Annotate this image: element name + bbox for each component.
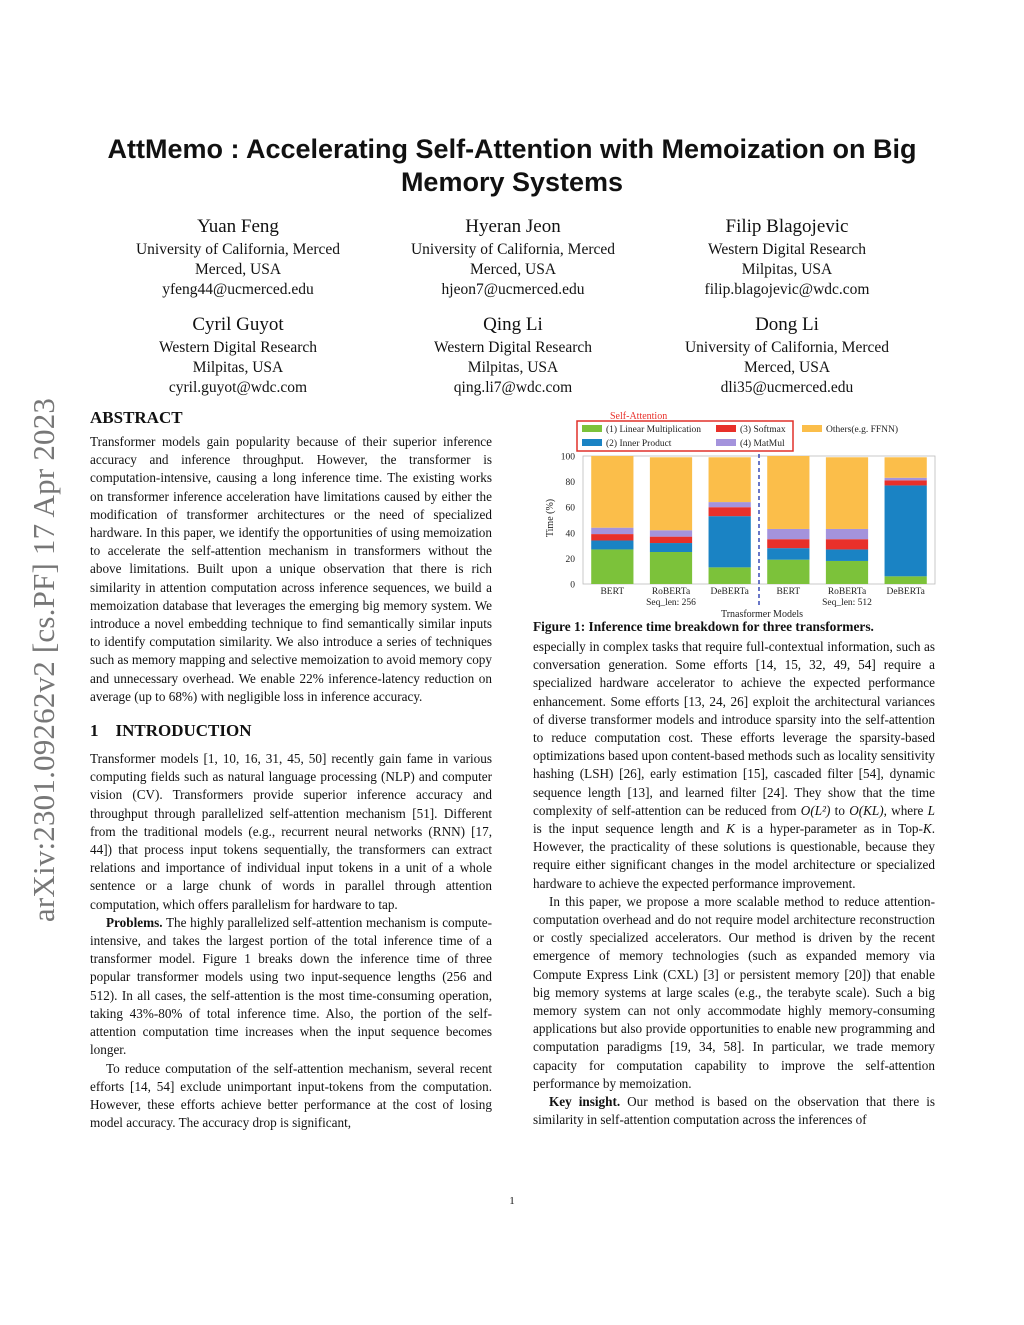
legend-label-matmul: (4) MatMul <box>740 439 785 449</box>
author-affiliation: Western Digital Research <box>159 339 317 356</box>
text-run: is a hyper-parameter as in Top- <box>734 821 923 837</box>
bar-segment-5 <box>591 456 633 528</box>
bar-segment-5 <box>826 457 868 529</box>
author-affiliation: University of California, Merced <box>135 241 341 258</box>
bar-segment-1 <box>591 549 633 584</box>
bar-segment-4 <box>709 502 751 507</box>
text-run: , where <box>883 802 928 818</box>
right-paragraph-2: In this paper, we propose a more scalable method to reduce attention-computation overhead and do not require model architecture reconstruction or costly specialized accelerators. Our method is driven by the recent emergence of memory technologies (such as expanded memory via Compute Express Link (CXL) [3] or persistent memory [20]) that enable big memory systems at large scales (e.g., the terabyte scale). Such a big memory system can not only accommodate highly memory-consuming applications but also provide opportunities to enable new programming and computation paradigms [19, 34, 58]. In particular, we trade memory capacity for computation capability to improve the self-attention performance by memoization. <box>533 893 935 1091</box>
intro-paragraph-3: To reduce computation of the self-attention mechanism, several recent efforts [14, 54] exclude unimportant input-tokens from the computation. However, these efforts achieve better performance at the cost of losing model accuracy. The accuracy drop is significant, <box>90 1060 492 1131</box>
author-location: Merced, USA <box>743 359 831 376</box>
right-paragraph-1 <box>533 638 935 893</box>
y-tick-label: 100 <box>560 452 575 463</box>
abstract-heading: ABSTRACT <box>90 408 183 427</box>
bar-segment-2 <box>709 516 751 567</box>
author-location: Milpitas, USA <box>741 261 833 278</box>
plot-area <box>561 453 935 609</box>
bar-segment-3 <box>885 480 927 485</box>
bar-segment-4 <box>650 530 692 536</box>
figure-1-chart <box>540 408 940 620</box>
figure-caption: Figure 1: Inference time breakdown for three transformers. <box>533 619 874 634</box>
arxiv-identifier <box>24 360 64 960</box>
bar-segment-3 <box>650 537 692 543</box>
author-block <box>368 313 658 398</box>
bar-segment-3 <box>767 539 809 548</box>
bar-segment-2 <box>650 543 692 552</box>
bar-segment-2 <box>826 549 868 561</box>
paragraph-lead: Key insight. <box>549 1094 621 1110</box>
author-block <box>93 313 383 398</box>
legend-group-title: Self-Attention <box>610 411 668 422</box>
bar-segment-3 <box>591 534 633 540</box>
x-tick-label: DeBERTa <box>710 587 749 597</box>
group-label: Seq_len: 256 <box>646 598 696 608</box>
author-name: Yuan Feng <box>197 216 279 237</box>
author-email: hjeon7@ucmerced.edu <box>441 281 585 298</box>
author-location: Milpitas, USA <box>467 359 559 376</box>
text-run: especially in complex tasks that require full-contextual information, such as conversation generation. Some efforts [14, 15, 32, 49, 54] require a specialized hardware accelerator to achieve the expected performance enhancement. Some efforts [13, 24, 26] exploit the architectural variances of diverse transformer models and introduce sparsity into the self-attention to reduce computation cost. These efforts leverage the sparsity-based optimizations based upon content-based methods such as locality sensitivity hashing (LSH) [26], early estimation [15], cascaded filter [54], dynamic sequence length [13], and learned filter [24]. They show that the time complexity of self-attention can be reduced from <box>533 639 935 818</box>
author-name: Hyeran Jeon <box>465 216 561 237</box>
author-affiliation: University of California, Merced <box>684 339 890 356</box>
page-number: 1 <box>509 1195 515 1207</box>
author-email: yfeng44@ucmerced.edu <box>162 281 314 298</box>
bar-segment-1 <box>650 552 692 584</box>
legend-swatch-others <box>802 425 822 432</box>
author-block <box>642 215 932 300</box>
author-email: filip.blagojevic@wdc.com <box>704 281 870 298</box>
math-expr: O(KL) <box>849 802 884 818</box>
text-run: is the input sequence length and <box>533 821 727 837</box>
bar-segment-5 <box>767 456 809 529</box>
author-location: Milpitas, USA <box>192 359 284 376</box>
legend-swatch-matmul <box>716 439 736 446</box>
group-label: Seq_len: 512 <box>822 598 872 608</box>
bar-segment-4 <box>767 529 809 539</box>
author-block <box>642 313 932 398</box>
bar-segment-5 <box>650 457 692 530</box>
bar-segment-2 <box>591 540 633 549</box>
author-affiliation: Western Digital Research <box>708 241 866 258</box>
paper-title <box>80 133 944 199</box>
legend-swatch-softmax <box>716 425 736 432</box>
x-tick-label: RoBERTa <box>827 587 867 597</box>
bar-segment-5 <box>885 457 927 477</box>
arxiv-id-text: arXiv:2301.09262v2 [cs.PF] 17 Apr 2023 <box>26 397 61 923</box>
author-name: Qing Li <box>483 314 543 335</box>
y-axis-label: Time (%) <box>545 498 556 538</box>
bar-segment-3 <box>826 539 868 549</box>
x-axis-label: Trnasformer Models <box>720 609 804 620</box>
bar-segment-1 <box>767 560 809 584</box>
bar-segment-1 <box>709 567 751 584</box>
bar-segment-2 <box>885 485 927 576</box>
bar-segment-3 <box>709 507 751 516</box>
author-affiliation: Western Digital Research <box>434 339 592 356</box>
legend-swatch-linear-multiplication <box>582 425 602 432</box>
bar-segment-1 <box>885 576 927 584</box>
y-tick-label: 20 <box>565 554 575 565</box>
author-name: Filip Blagojevic <box>725 216 849 237</box>
bar-segment-4 <box>826 529 868 539</box>
y-tick-label: 80 <box>565 478 575 489</box>
paragraph-lead: Problems. <box>106 914 163 930</box>
math-expr: O(L²) <box>800 802 831 818</box>
bar-segment-5 <box>709 457 751 502</box>
section-number: 1 <box>90 721 99 741</box>
math-expr: L <box>927 802 935 818</box>
math-expr: K <box>726 821 735 837</box>
right-paragraph-3 <box>533 1093 935 1129</box>
paragraph-body: The highly parallelized self-attention mechanism is compute-intensive, and takes the largest portion of the total inference time of a transformer model. Figure 1 breaks down the inference time of three popular transformer models using two input-sequence lengths (256 and 512). In all cases, the self-attention is the most time-consuming operation, taking 43%-80% of total inference time. Also, the portion of the self-attention computation time increases when the input sequence becomes longer. <box>90 914 492 1058</box>
legend-label-linear-multiplication: (1) Linear Multiplication <box>606 425 701 435</box>
y-tick-label: 0 <box>570 580 575 591</box>
title-line-2: Memory Systems <box>400 167 624 197</box>
text-run: to <box>830 802 850 818</box>
section-title: INTRODUCTION <box>115 721 252 741</box>
author-block <box>93 215 383 300</box>
legend-label-softmax: (3) Softmax <box>740 425 786 435</box>
bar-segment-2 <box>767 548 809 560</box>
author-email: cyril.guyot@wdc.com <box>168 379 308 396</box>
right-column <box>533 638 935 1129</box>
paragraph-body: Our method is based on the observation that there is similarity in self-attention computation across the inferences of <box>533 1094 935 1128</box>
y-tick-label: 60 <box>565 503 575 514</box>
author-email: dli35@ucmerced.edu <box>720 379 854 396</box>
bar-segment-4 <box>885 478 927 481</box>
title-line-1: AttMemo : Accelerating Self-Attention with Memoization on Big <box>107 134 917 164</box>
author-name: Cyril Guyot <box>192 314 284 335</box>
x-tick-label: DeBERTa <box>886 587 925 597</box>
y-tick-label: 40 <box>565 529 575 540</box>
left-column <box>90 407 492 1132</box>
author-email: qing.li7@wdc.com <box>453 379 573 396</box>
chart-legend <box>577 411 898 451</box>
legend-label-others: Others(e.g. FFNN) <box>826 425 899 435</box>
author-name: Dong Li <box>755 314 819 335</box>
legend-label-inner-product: (2) Inner Product <box>606 439 672 449</box>
x-tick-label: RoBERTa <box>651 587 691 597</box>
text-run: . However, the practicality of these solutions is questionable, because they require either significant changes in the model architecture or specialized hardware to achieve the expected performance improvement. <box>533 821 935 891</box>
bar-segment-4 <box>591 528 633 534</box>
x-tick-label: BERT <box>776 587 801 597</box>
intro-paragraph-2 <box>90 914 492 1060</box>
author-affiliation: University of California, Merced <box>410 241 616 258</box>
author-location: Merced, USA <box>469 261 557 278</box>
legend-swatch-inner-product <box>582 439 602 446</box>
abstract-text: Transformer models gain popularity because of their superior inference accuracy and inference throughput. However, the transformer is computation-intensive, causing a long inference time. The existing works on transformer inference acceleration have limitations caused by either the modification of transformer architectures or the need of specialized hardware. In this paper, we identify the opportunities of using memoization to accelerate the self-attention mechanism in transformers without the above limitations. Built upon a unique observation that there is rich similarity in attention computation across inference sequences, we build a memoization database that leverages the emerging big memory system. We introduce a novel embedding technique to find semantically similar inputs to identify computation similarity. We also introduce a series of techniques such as memory mapping and selective memoization to avoid memory copy and unnecessary overhead. We enable 22% inference-latency reduction on average (up to 68%) with negligible loss in inference accuracy. <box>90 434 492 704</box>
bar-segment-1 <box>826 561 868 584</box>
math-expr: K <box>922 821 932 837</box>
intro-paragraph-1: Transformer models [1, 10, 16, 31, 45, 50] recently gain fame in various computing fields such as natural language processing (NLP) and computer vision (CV). Transformers provide superior inference accuracy and throughput through parallelized self-attention mechanism [51]. Different from the traditional models (e.g., recurrent neural networks (RNN) [17, 44]) that process input tokens sequentially, the transformers can extract relations and importance of individual input tokens in a unit of a whole sentence or a large chunk of words in parallel through attention computation, which offers parallelism for hardware to tap. <box>90 751 492 912</box>
x-tick-label: BERT <box>600 587 625 597</box>
author-location: Merced, USA <box>194 261 282 278</box>
section-heading-introduction <box>90 720 492 742</box>
author-block <box>368 215 658 300</box>
